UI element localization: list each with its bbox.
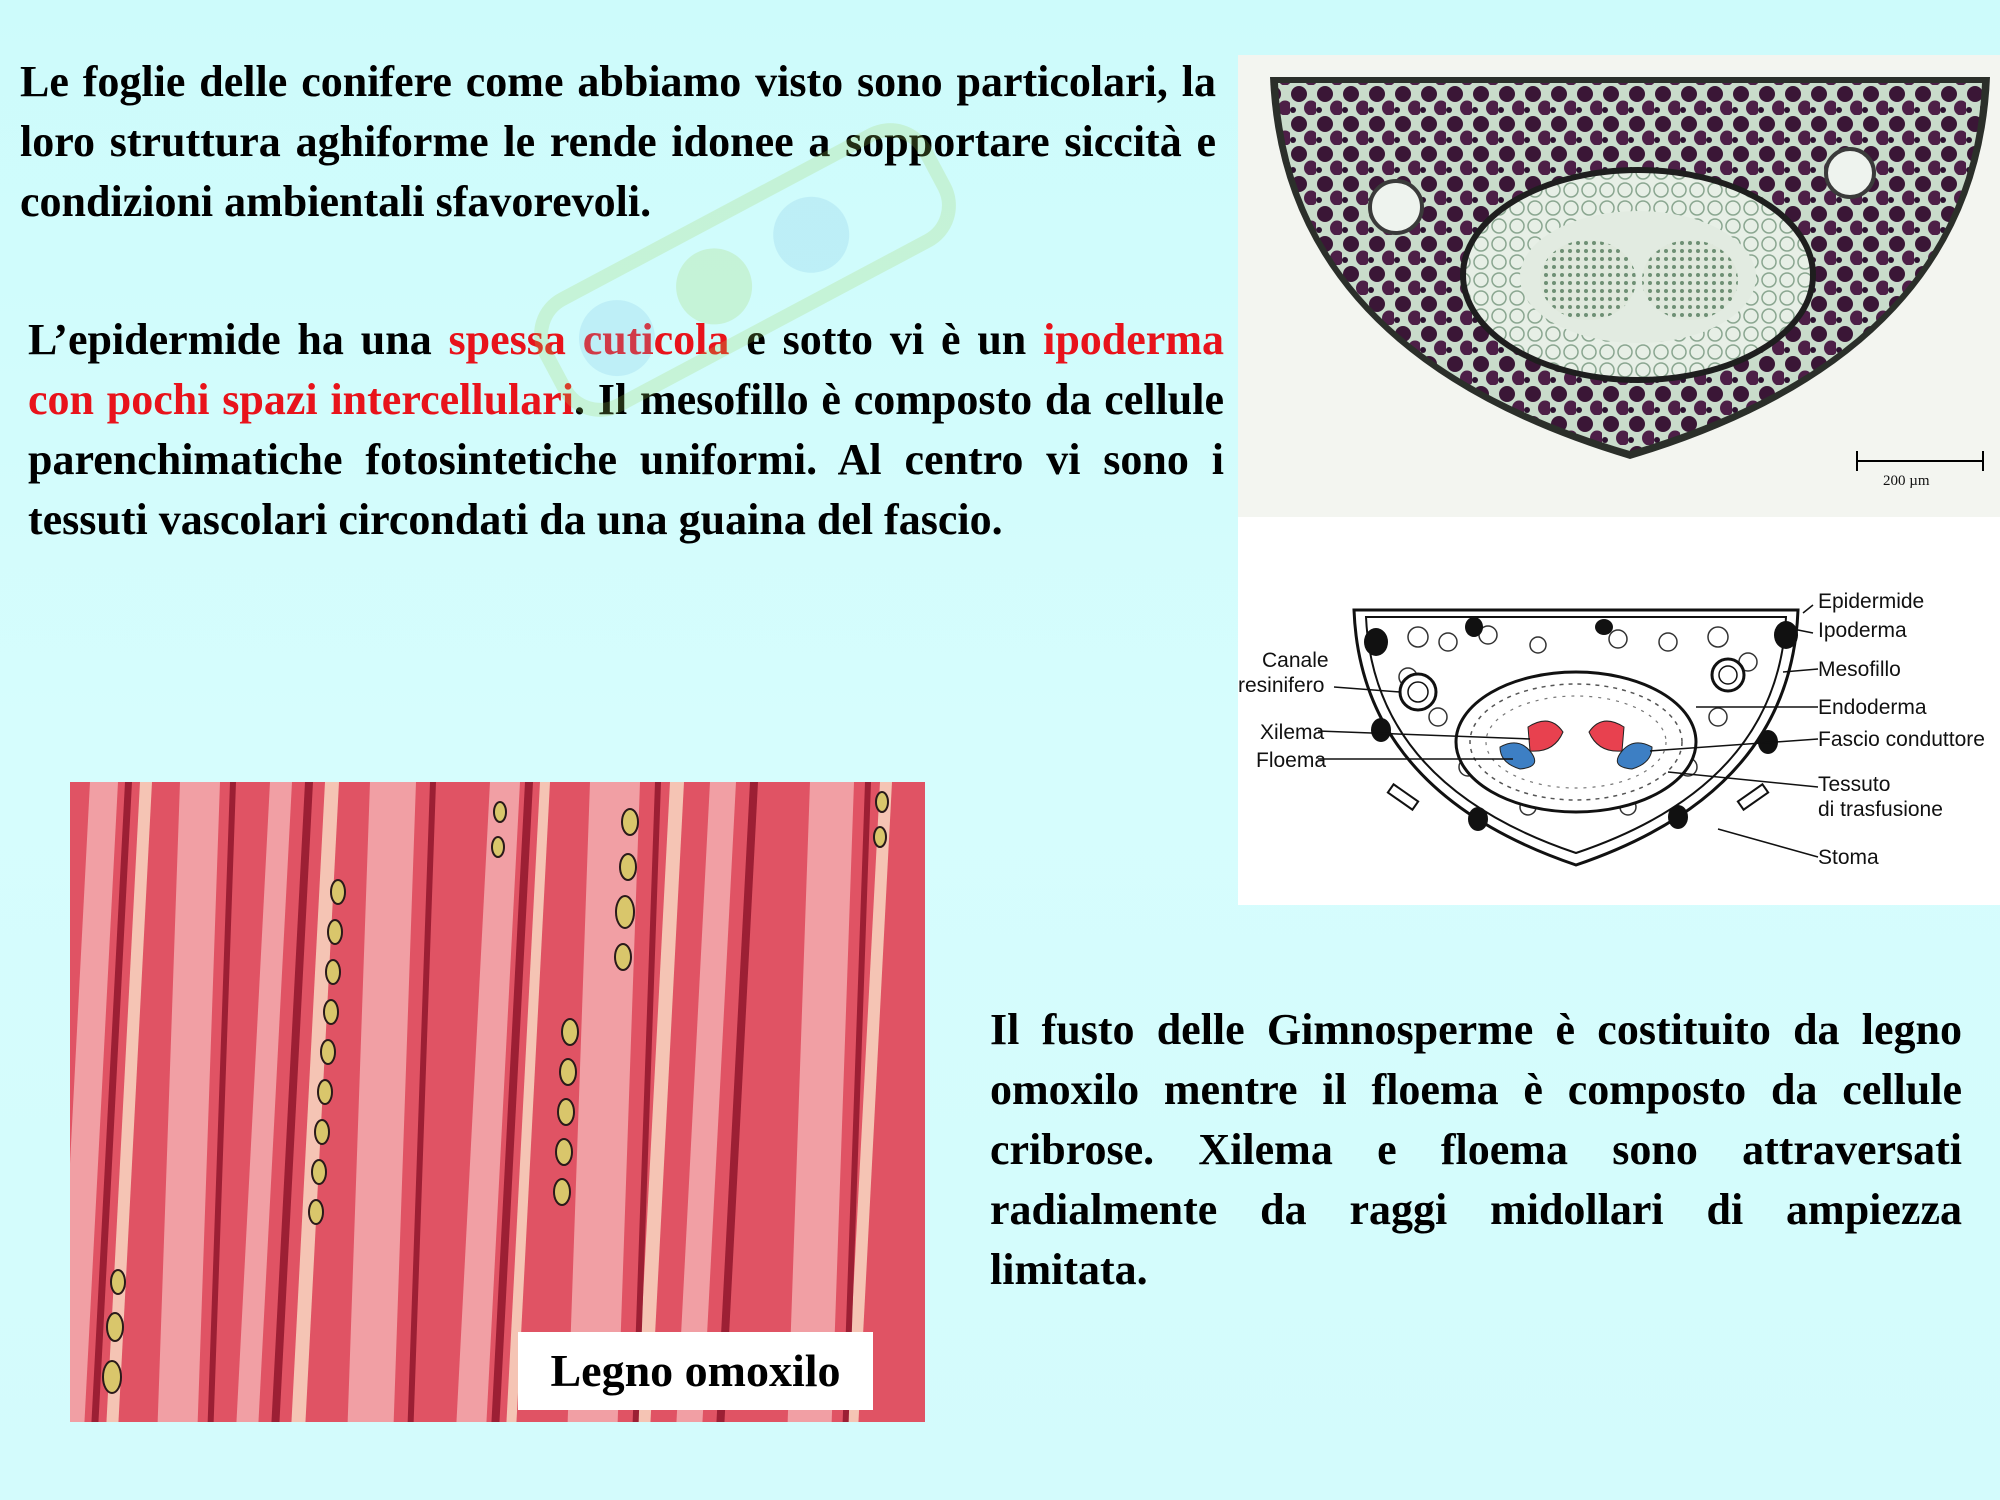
wood-caption: Legno omoxilo (518, 1332, 873, 1410)
text-segment: e sotto vi è un (729, 315, 1044, 364)
label-resinifero: resinifero (1238, 674, 1325, 697)
paragraph-gymnosperm-stem: Il fusto delle Gimnosperme è costituito da legno omoxilo mentre il floema è composto da cellule cribrose. Xilema e floema sono attraversati radialmente da raggi midollari di ampiezza limitata. (990, 1005, 1962, 1294)
label-endoderma: Endoderma (1818, 696, 1927, 719)
wood-micrograph-image (70, 782, 925, 1422)
leaf-diagram (1238, 517, 2000, 905)
label-mesofillo: Mesofillo (1818, 658, 1901, 681)
label-floema: Floema (1256, 749, 1327, 772)
label-xilema: Xilema (1260, 721, 1325, 744)
scale-bar (1856, 460, 1984, 462)
scale-bar-tick (1982, 451, 1984, 471)
label-di-trasfusione: di trasfusione (1818, 798, 1943, 821)
highlight-thick-cuticle: spessa cuticola (448, 315, 730, 364)
paragraph-epidermis (28, 310, 1224, 550)
label-epidermide: Epidermide (1818, 590, 1925, 613)
label-ipoderma: Ipoderma (1818, 619, 1907, 642)
leaf-micrograph-image (1238, 55, 2000, 517)
label-tessuto: Tessuto (1818, 773, 1891, 796)
text-segment: . Il mesofillo è composto da cellule parenchimatiche fotosintetiche uniformi. Al centro vi sono i tessuti vascolari circondati da una guaina del fascio. (28, 375, 1224, 544)
label-stoma: Stoma (1818, 846, 1879, 869)
scale-bar-label: 200 µm (1883, 473, 1930, 489)
label-fascio-conduttore: Fascio conduttore (1818, 728, 1985, 751)
label-canale: Canale (1262, 649, 1329, 672)
wood-micrograph (70, 782, 925, 1422)
leaf-micrograph (1238, 55, 2000, 517)
scale-bar-tick (1856, 451, 1858, 471)
text-segment: L’epidermide ha una (28, 315, 449, 364)
paragraph-conifer-leaves: Le foglie delle conifere come abbiamo visto sono particolari, la loro struttura aghiforme le rende idonee a sopportare siccità e condizioni ambientali sfavorevoli. (20, 57, 1216, 226)
highlight-hypodermis: ipoderma con pochi spazi intercellulari (28, 315, 1224, 424)
